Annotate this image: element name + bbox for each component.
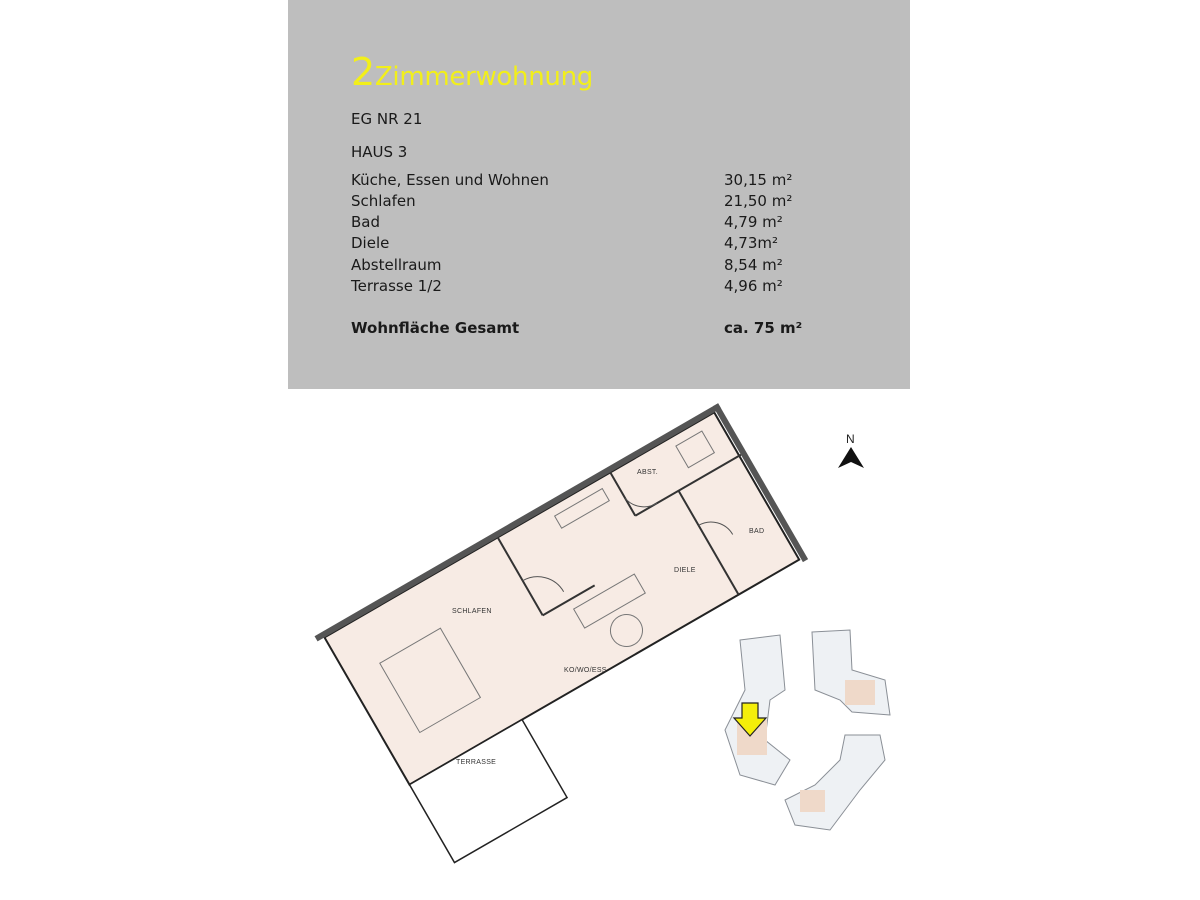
room-name: Abstellraum <box>351 256 442 274</box>
north-arrow-icon <box>838 447 864 468</box>
room-name: Küche, Essen und Wohnen <box>351 171 549 189</box>
title-room-count: 2 <box>351 50 375 94</box>
room-area: 4,96 m² <box>724 277 783 295</box>
house-number: HAUS 3 <box>351 143 408 161</box>
label-kowoess: KO/WO/ESS <box>564 667 607 674</box>
label-bad: BAD <box>749 528 765 535</box>
floor-plan <box>0 390 1200 900</box>
room-name: Terrasse 1/2 <box>351 277 442 295</box>
room-name: Diele <box>351 234 390 252</box>
building-1 <box>785 735 885 830</box>
total-label: Wohnfläche Gesamt <box>351 319 520 337</box>
apartment-title <box>351 50 593 94</box>
title-text: Zimmerwohnung <box>374 62 593 92</box>
info-panel <box>288 0 910 389</box>
label-diele: DIELE <box>674 567 696 574</box>
label-schlafen: SCHLAFEN <box>452 608 492 615</box>
room-area: 4,73m² <box>724 234 779 252</box>
room-area: 21,50 m² <box>724 192 793 210</box>
unit-number: EG NR 21 <box>351 110 423 128</box>
room-area: 8,54 m² <box>724 256 783 274</box>
north-label: N <box>846 432 855 446</box>
room-name: Schlafen <box>351 192 416 210</box>
apartment-plan <box>315 403 852 866</box>
total-value: ca. 75 m² <box>724 319 803 337</box>
room-area: 30,15 m² <box>724 171 793 189</box>
label-abst: ABST. <box>637 469 658 476</box>
room-area: 4,79 m² <box>724 213 783 231</box>
room-name: Bad <box>351 213 381 231</box>
label-terrasse: TERRASSE <box>456 759 497 766</box>
